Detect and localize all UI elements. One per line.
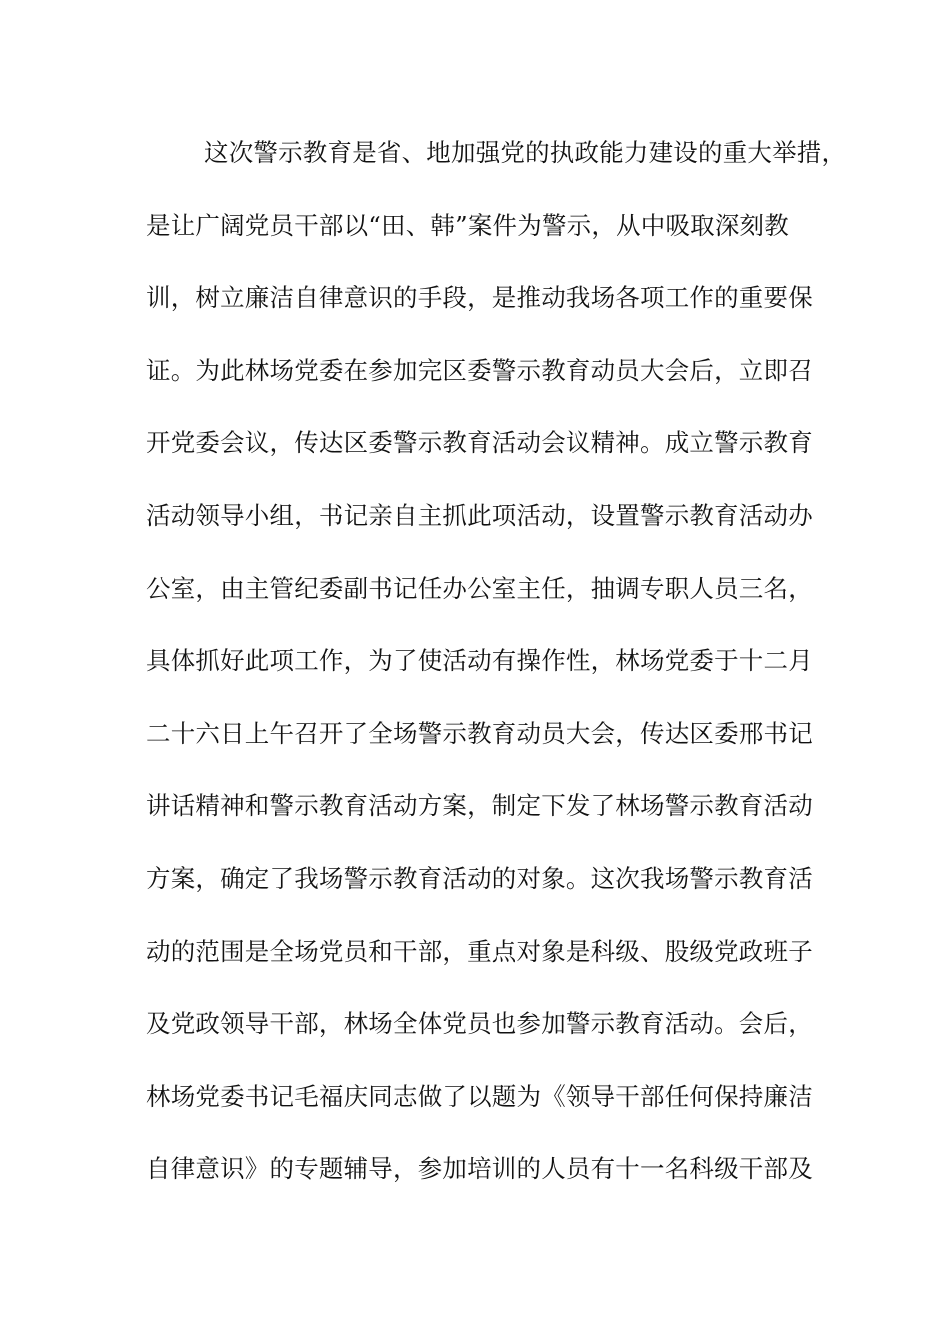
paragraph-line: 公室，由主管纪委副书记任办公室主任，抽调专职人员三名， bbox=[146, 573, 813, 603]
paragraph-line: 林场党委书记毛福庆同志做了以题为《领导干部任何保持廉洁 bbox=[146, 1081, 813, 1111]
paragraph-line: 证。为此林场党委在参加完区委警示教育动员大会后，立即召 bbox=[146, 355, 813, 385]
paragraph-line: 动的范围是全场党员和干部，重点对象是科级、股级党政班子 bbox=[146, 936, 813, 966]
paragraph-line: 是让广阔党员干部以“田、韩”案件为警示，从中吸取深刻教 bbox=[146, 210, 789, 240]
paragraph-line: 具体抓好此项工作，为了使活动有操作性，林场党委于十二月 bbox=[146, 646, 813, 676]
paragraph-line: 及党政领导干部，林场全体党员也参加警示教育活动。会后， bbox=[146, 1009, 813, 1039]
paragraph-line: 这次警示教育是省、地加强党的执政能力建设的重大举措， bbox=[204, 138, 847, 167]
paragraph-line: 开党委会议，传达区委警示教育活动会议精神。成立警示教育 bbox=[146, 428, 813, 458]
paragraph-line: 方案，确定了我场警示教育活动的对象。这次我场警示教育活 bbox=[146, 863, 813, 893]
paragraph-line: 活动领导小组，书记亲自主抓此项活动，设置警示教育活动办 bbox=[146, 500, 813, 530]
paragraph-line: 讲话精神和警示教育活动方案，制定下发了林场警示教育活动 bbox=[146, 791, 813, 821]
body-paragraph bbox=[146, 131, 847, 1220]
paragraph-line: 训，树立廉洁自律意识的手段，是推动我场各项工作的重要保 bbox=[146, 283, 813, 313]
paragraph-line: 二十六日上午召开了全场警示教育动员大会，传达区委邢书记 bbox=[146, 718, 813, 748]
paragraph-line: 自律意识》的专题辅导，参加培训的人员有十一名科级干部及 bbox=[146, 1154, 813, 1184]
